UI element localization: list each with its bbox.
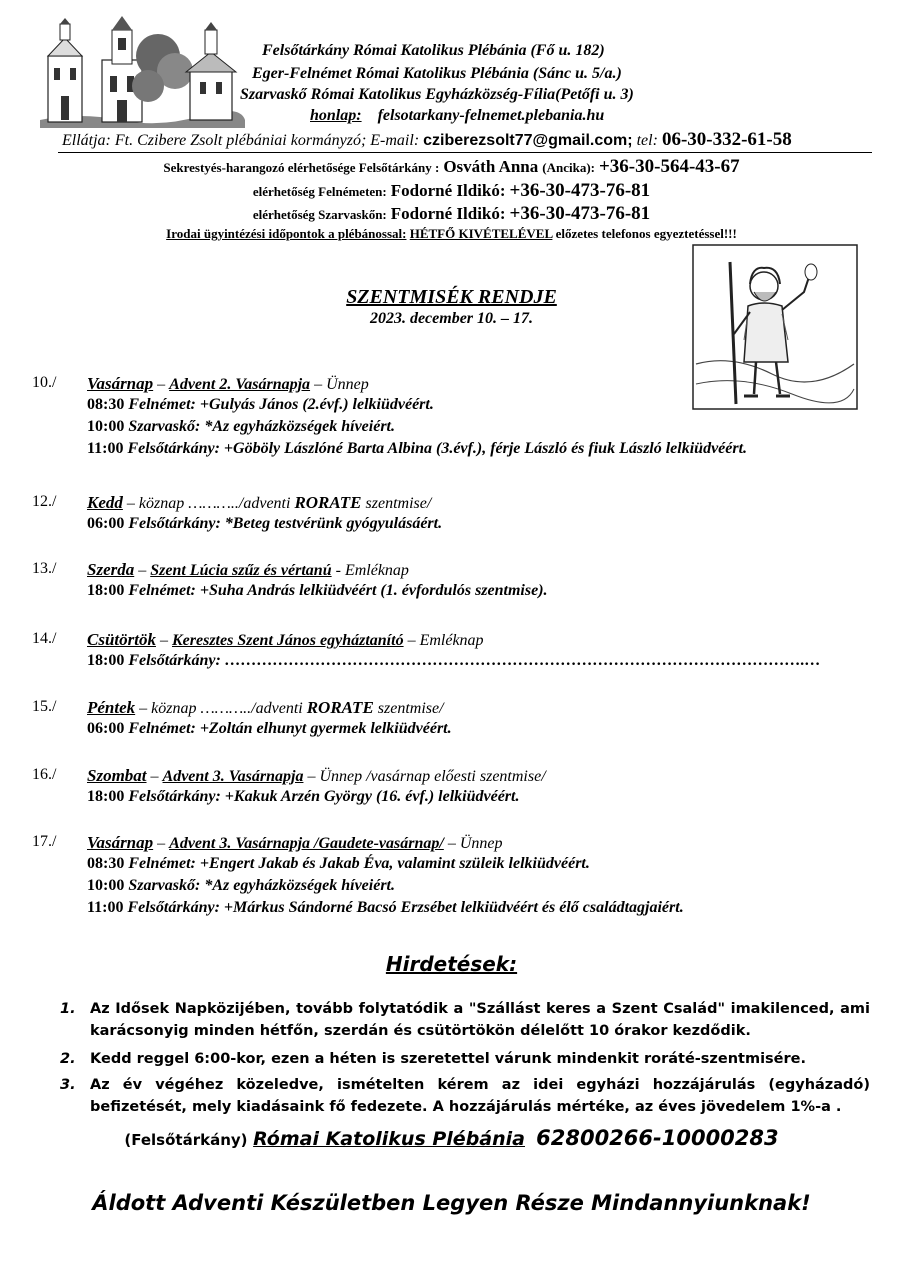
mass-entry (87, 855, 590, 873)
mass-time: 06:00 (87, 720, 125, 737)
mass-entry (87, 899, 684, 917)
day-number: 16./ (32, 766, 57, 783)
announcement-number: 3. (60, 1077, 76, 1093)
mass-intention: Szarvaskő: *Az egyházközségek híveiért. (124, 877, 395, 894)
sacristan-name: Osváth Anna (443, 157, 539, 176)
mass-time: 08:30 (87, 855, 125, 872)
day-name: Vasárnap (87, 833, 154, 852)
feast-name: RORATE (294, 493, 362, 512)
announcement-text: Kedd reggel 6:00-kor, ezen a héten is szeretettel várunk mindenkit roráté-szentmisére. (90, 1051, 807, 1067)
felnemet-name: Fodorné Ildikó: (390, 181, 506, 200)
email-link[interactable]: cziberezsolt77@gmail.com; (423, 132, 633, 149)
day-header (87, 833, 502, 853)
mass-intention: Szarvaskő: *Az egyházközségek híveiért. (124, 418, 395, 435)
day-number: 12./ (32, 493, 57, 510)
mass-time: 08:30 (87, 396, 125, 413)
homepage-label: honlap: (310, 107, 362, 124)
day-separator: – (146, 768, 163, 785)
day-number: 10./ (32, 374, 57, 391)
parish-szarvasko: Szarvaskő Római Katolikus Egyházközség-Fília(Petőfi u. 3) (240, 86, 634, 103)
day-header (87, 630, 484, 650)
feast-type: – Emléknap (403, 632, 484, 649)
feast-name: Advent 3. Vasárnapja (162, 768, 304, 785)
homepage-line (310, 107, 604, 125)
parish-felnemet: Eger-Felnémet Római Katolikus Plébánia (Sánc u. 5/a.) (252, 65, 622, 82)
bank-account-number: 62800266-10000283 (536, 1126, 779, 1150)
mass-entry (87, 720, 452, 738)
announcement-text: Az év végéhez közeledve, ismételten kérem az idei egyházi hozzájárulás (egyházadó) befizetését, mely kiadásaink fő fedezete. A hozzájárulás mértéke, az éves jövedelem 1%-a . (90, 1077, 870, 1115)
mass-time: 18:00 (87, 788, 125, 805)
mass-intention: Felsőtárkány: +Márkus Sándorné Bacsó Erzsébet lelkiüdvéért és élő családtagjaiért. (123, 899, 684, 916)
mass-entry (87, 396, 434, 414)
feast-name: Advent 3. Vasárnapja /Gaudete-vasárnap/ (169, 835, 444, 852)
sacristan-label: Sekrestyés-harangozó elérhetősége Felsőtárkány : (163, 160, 440, 175)
day-name: Kedd (87, 493, 123, 512)
day-header (87, 374, 369, 394)
feast-type: - Emléknap (331, 562, 409, 579)
mass-time: 06:00 (87, 515, 125, 532)
page-title: SZENTMISÉK RENDJE (346, 286, 557, 308)
day-number: 13./ (32, 560, 57, 577)
felnemet-label: elérhetőség Felnémeten: (252, 184, 387, 199)
mass-intention: Felsőtárkány: +Göböly Lászlóné Barta Albina (3.évf.), férje László és fiuk László lelkiüdvéért. (123, 440, 748, 457)
announcement-text: Az Idősek Napközijében, tovább folytatódik a "Szállást keres a Szent Család" imakilenced, ami karácsonyig minden hétfőn, szerdán és csütörtökön délelőtt 10 órakor kezdődik. (90, 1001, 870, 1039)
office-hours (0, 226, 903, 242)
bank-account-line (0, 1126, 903, 1150)
feast-name: Advent 2. Vasárnapja (169, 376, 311, 393)
announcements-title: Hirdetések: (385, 952, 518, 976)
announcement-item (60, 1048, 870, 1070)
homepage-link[interactable]: felsotarkany-felnemet.plebania.hu (377, 107, 605, 124)
mass-intention: Felsőtárkány: *Beteg testvérünk gyógyulásáért. (124, 515, 443, 532)
feast-type: – Ünnep (310, 376, 369, 393)
closing-blessing: Áldott Adventi Készületben Legyen Része Mindannyiunknak! (92, 1191, 811, 1215)
mass-entry (87, 652, 821, 670)
day-separator: – (153, 835, 170, 852)
mass-entry (87, 440, 747, 458)
bank-name: Római Katolikus Plébánia (253, 1128, 525, 1150)
feast-type: – Ünnep /vasárnap előesti szentmise/ (303, 768, 546, 785)
day-separator: – köznap ………../adventi (122, 495, 295, 512)
office-text-2: HÉTFŐ KIVÉTELÉVEL (409, 226, 553, 241)
mass-intention: Felnémet: +Gulyás János (2.évf.) lelkiüdvéért. (124, 396, 434, 413)
feast-type: – Ünnep (443, 835, 503, 852)
mass-intention: Felnémet: +Engert Jakab és Jakab Éva, valamint szüleik lelkiüdvéért. (124, 855, 590, 872)
bank-prefix: (Felsőtárkány) (124, 1131, 248, 1149)
sacristan-phone: +36-30-564-43-67 (598, 156, 740, 177)
mass-intention: Felnémet: +Suha András lelkiüdvéért (1. évfordulós szentmise). (124, 582, 548, 599)
announcement-number: 1. (60, 1001, 76, 1017)
felnemet-phone: +36-30-473-76-81 (509, 180, 651, 201)
feast-type: szentmise/ (373, 700, 444, 717)
mass-entry (87, 418, 395, 436)
contact-line (62, 129, 792, 151)
day-name: Szerda (87, 560, 135, 579)
day-name: Csütörtök (87, 630, 156, 649)
day-separator: – (155, 632, 172, 649)
announcement-item (60, 1074, 870, 1118)
feast-name: Szent Lúcia szűz és vértanú (150, 562, 332, 579)
szarvasko-contact (0, 203, 903, 225)
day-separator: – (134, 562, 151, 579)
szarvasko-name: Fodorné Ildikó: (390, 204, 506, 223)
mass-entry (87, 515, 442, 533)
day-number: 17./ (32, 833, 57, 850)
mass-intention: Felsőtárkány: +Kakuk Arzén György (16. évf.) lelkiüdvéért. (124, 788, 520, 805)
mass-time: 10:00 (87, 418, 125, 435)
tel-label: tel: (636, 132, 658, 149)
mass-time: 11:00 (87, 440, 124, 457)
announcement-item (60, 998, 870, 1042)
sacristan-nick: (Ancika): (542, 160, 595, 175)
feast-name: RORATE (306, 698, 374, 717)
mass-entry (87, 788, 519, 806)
mass-time: 18:00 (87, 582, 125, 599)
office-text-1: Irodai ügyintézési időpontok a plébánossal: (166, 226, 407, 241)
tel-number: 06-30-332-61-58 (661, 129, 792, 150)
mass-entry (87, 582, 548, 600)
day-header (87, 698, 444, 718)
day-header (87, 493, 431, 513)
day-name: Péntek (87, 698, 136, 717)
mass-intention: Felnémet: +Zoltán elhunyt gyermek lelkiüdvéért. (124, 720, 452, 737)
day-number: 14./ (32, 630, 57, 647)
day-name: Szombat (87, 766, 147, 785)
date-range: 2023. december 10. – 17. (369, 310, 534, 327)
church-logo (40, 16, 245, 128)
admin-text: Ellátja: Ft. Czibere Zsolt plébániai kormányzó; E-mail: (62, 132, 420, 149)
mass-intention: Felsőtárkány: ……………………………………………………………………………………………….… (124, 652, 821, 669)
felnemet-contact (0, 180, 903, 202)
mass-time: 11:00 (87, 899, 124, 916)
sacristan-line (0, 156, 903, 178)
parish-felsotarkany: Felsőtárkány Római Katolikus Plébánia (Fő u. 182) (262, 42, 605, 59)
mass-time: 18:00 (87, 652, 125, 669)
day-separator: – (153, 376, 170, 393)
feast-type: szentmise/ (361, 495, 432, 512)
header-divider (58, 152, 872, 153)
day-header (87, 560, 409, 580)
szarvasko-phone: +36-30-473-76-81 (509, 203, 651, 224)
feast-name: Keresztes Szent János egyháztanító (171, 632, 404, 649)
day-header (87, 766, 546, 786)
szarvasko-label: elérhetőség Szarvaskőn: (252, 207, 387, 222)
day-name: Vasárnap (87, 374, 154, 393)
mass-time: 10:00 (87, 877, 125, 894)
day-separator: – köznap ………../adventi (135, 700, 307, 717)
mass-entry (87, 877, 395, 895)
office-text-3: előzetes telefonos egyeztetéssel!!! (555, 226, 737, 241)
announcement-number: 2. (60, 1051, 76, 1067)
day-number: 15./ (32, 698, 57, 715)
